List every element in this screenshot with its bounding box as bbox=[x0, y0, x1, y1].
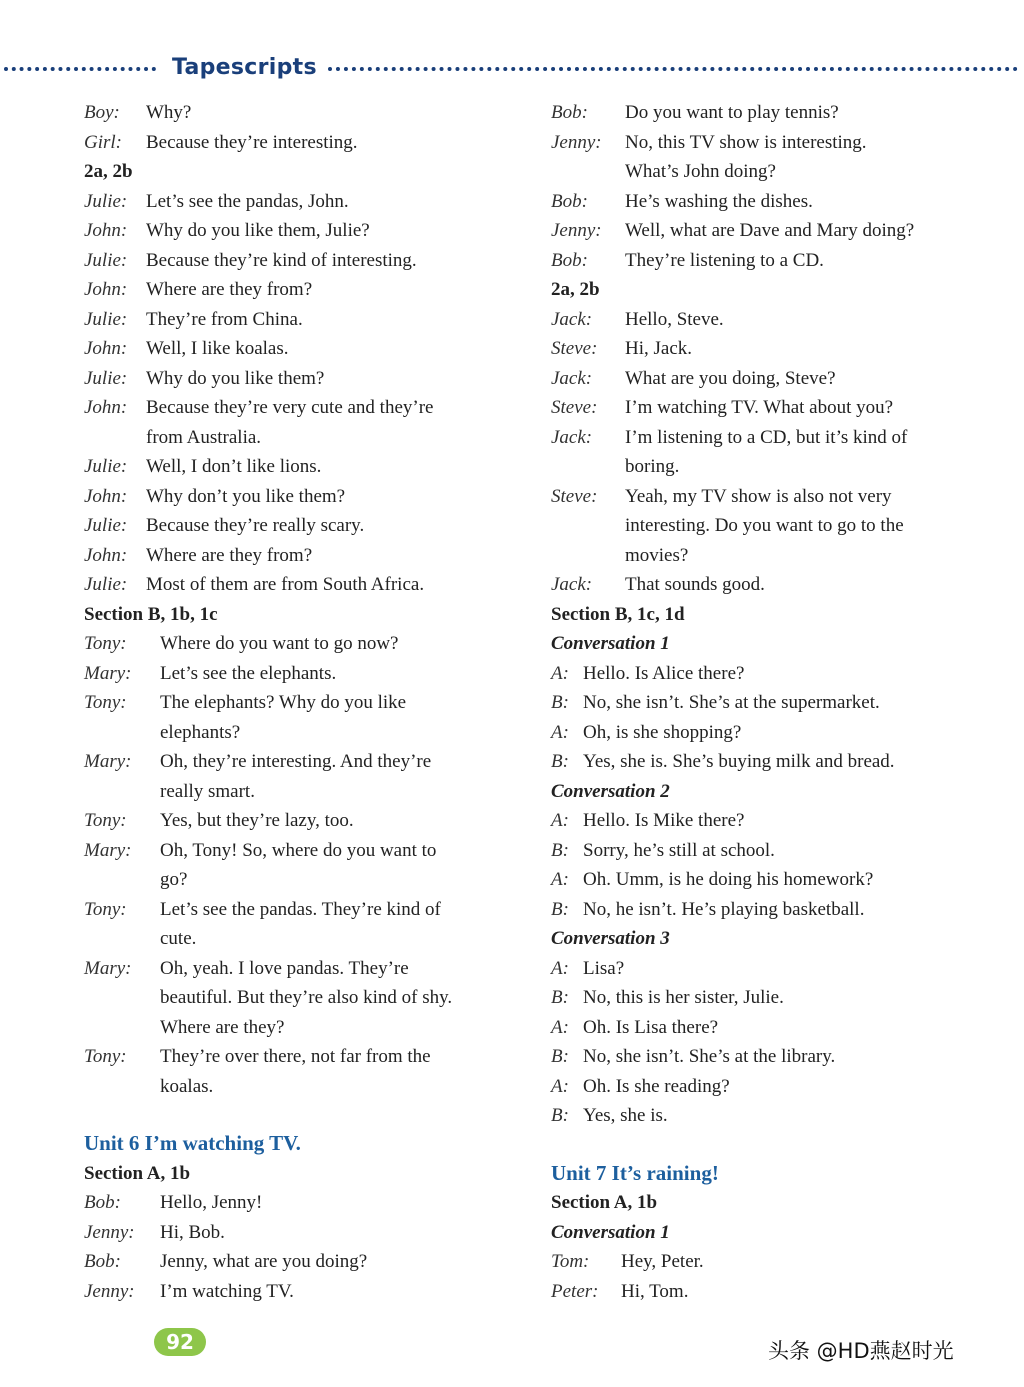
speaker-name: Jack: bbox=[551, 308, 593, 330]
speaker-name: Mary: bbox=[84, 751, 132, 772]
dialogue-text: Why do you like them, Julie? bbox=[146, 220, 370, 241]
dialogue-line bbox=[84, 334, 524, 364]
speaker-name: B: bbox=[551, 898, 569, 920]
speaker-name: A: bbox=[551, 1075, 569, 1097]
dialogue-line bbox=[84, 364, 524, 394]
dialogue-line bbox=[84, 659, 524, 689]
speaker-name: A: bbox=[551, 1016, 569, 1038]
speaker-name: John: bbox=[84, 220, 128, 241]
header-dots-right bbox=[328, 67, 1018, 71]
unit-title: Unit 6 I’m watching TV. bbox=[84, 1131, 301, 1155]
left-column bbox=[84, 98, 524, 1306]
dialogue-text: I’m watching TV. What about you? bbox=[625, 397, 894, 418]
dialogue-line bbox=[551, 747, 971, 777]
dialogue-text: Oh, they’re interesting. And they’re bbox=[160, 751, 432, 772]
dialogue-line bbox=[551, 216, 971, 246]
dialogue-text: really smart. bbox=[160, 780, 255, 802]
conversation-heading: Conversation 2 bbox=[551, 780, 670, 802]
dialogue-text: No, she isn’t. She’s at the supermarket. bbox=[583, 692, 880, 713]
speaker-name: Tony: bbox=[84, 633, 127, 654]
speaker-name: Julie: bbox=[84, 574, 128, 595]
dialogue-text: Because they’re kind of interesting. bbox=[146, 249, 417, 271]
page-header bbox=[0, 52, 1024, 84]
dialogue-line bbox=[551, 659, 971, 689]
right-column bbox=[551, 98, 971, 1306]
dialogue-text: Well, what are Dave and Mary doing? bbox=[625, 220, 915, 241]
speaker-name: John: bbox=[84, 338, 128, 359]
dialogue-text: Oh. Umm, is he doing his homework? bbox=[583, 869, 874, 890]
dialogue-continuation bbox=[84, 865, 524, 895]
speaker-name: B: bbox=[551, 987, 569, 1008]
speaker-name: Girl: bbox=[84, 131, 122, 153]
dialogue-line bbox=[551, 836, 971, 866]
dialogue-line bbox=[84, 1188, 524, 1218]
speaker-name: Tony: bbox=[84, 810, 127, 831]
dialogue-text: No, this TV show is interesting. bbox=[625, 131, 867, 153]
dialogue-line bbox=[84, 1218, 524, 1248]
dialogue-text: He’s washing the dishes. bbox=[625, 190, 813, 212]
dialogue-line bbox=[84, 1277, 524, 1307]
dialogue-line bbox=[84, 806, 524, 836]
dialogue-line bbox=[551, 1072, 971, 1102]
dialogue-text: Hi, Jack. bbox=[625, 338, 693, 359]
dialogue-text: beautiful. But they’re also kind of shy. bbox=[160, 987, 453, 1008]
dialogue-text: Hi, Bob. bbox=[160, 1221, 225, 1243]
dialogue-text: They’re from China. bbox=[146, 308, 303, 330]
conversation-heading: Conversation 1 bbox=[551, 633, 670, 654]
dialogue-text: They’re listening to a CD. bbox=[625, 249, 824, 271]
speaker-name: Mary: bbox=[84, 957, 132, 979]
dialogue-text: movies? bbox=[625, 544, 689, 566]
dialogue-text: Yes, she is. She’s buying milk and bread. bbox=[583, 751, 895, 772]
watermark: 头条 @HD燕赵时光 bbox=[768, 1339, 954, 1363]
dialogue-continuation bbox=[551, 541, 971, 571]
section-heading: Section A, 1b bbox=[551, 1192, 658, 1213]
dialogue-text: Because they’re really scary. bbox=[146, 515, 365, 536]
speaker-name: Boy: bbox=[84, 102, 120, 123]
speaker-name: Jenny: bbox=[84, 1280, 135, 1302]
dialogue-line bbox=[84, 1042, 524, 1072]
dialogue-line bbox=[84, 216, 524, 246]
speaker-name: Steve: bbox=[551, 338, 598, 359]
dialogue-text: No, this is her sister, Julie. bbox=[583, 987, 784, 1008]
dialogue-line bbox=[551, 1277, 971, 1307]
dialogue-continuation bbox=[84, 423, 524, 453]
dialogue-line bbox=[551, 865, 971, 895]
dialogue-line bbox=[84, 98, 524, 128]
dialogue-line bbox=[551, 954, 971, 984]
dialogue-line bbox=[84, 954, 524, 984]
speaker-name: Peter: bbox=[551, 1280, 599, 1302]
dialogue-continuation bbox=[551, 511, 971, 541]
speaker-name: B: bbox=[551, 1046, 569, 1067]
dialogue-text: Most of them are from South Africa. bbox=[146, 574, 425, 595]
dialogue-line bbox=[84, 629, 524, 659]
dialogue-text: Why do you like them? bbox=[146, 367, 325, 389]
dialogue-line bbox=[84, 482, 524, 512]
dialogue-line bbox=[84, 128, 524, 158]
speaker-name: Tom: bbox=[551, 1251, 590, 1272]
dialogue-continuation bbox=[84, 1072, 524, 1102]
dialogue-text: Well, I don’t like lions. bbox=[146, 456, 322, 477]
dialogue-line bbox=[551, 1101, 971, 1131]
dialogue-continuation bbox=[551, 157, 971, 187]
speaker-name: Julie: bbox=[84, 249, 128, 271]
speaker-name: Steve: bbox=[551, 485, 598, 507]
dialogue-line bbox=[551, 98, 971, 128]
speaker-name: B: bbox=[551, 1105, 569, 1126]
dialogue-continuation bbox=[84, 777, 524, 807]
unit-title: Unit 7 It’s raining! bbox=[551, 1160, 719, 1185]
dialogue-line bbox=[551, 128, 971, 158]
page-title: Tapescripts bbox=[172, 55, 317, 80]
speaker-name: Bob: bbox=[551, 102, 588, 123]
speaker-name: A: bbox=[551, 810, 569, 831]
dialogue-text: Yeah, my TV show is also not very bbox=[625, 485, 892, 507]
speaker-name: A: bbox=[551, 662, 569, 684]
dialogue-text: Hello. Is Mike there? bbox=[583, 810, 745, 831]
dialogue-continuation bbox=[84, 983, 524, 1013]
dialogue-text: Do you want to play tennis? bbox=[625, 102, 839, 123]
dialogue-line bbox=[84, 747, 524, 777]
speaker-name: John: bbox=[84, 485, 128, 507]
dialogue-text: Oh, is she shopping? bbox=[583, 721, 742, 743]
conversation-heading: Conversation 1 bbox=[551, 1221, 670, 1243]
section-heading: 2a, 2b bbox=[551, 279, 600, 300]
dialogue-text: Oh. Is she reading? bbox=[583, 1075, 730, 1097]
dialogue-line bbox=[84, 305, 524, 335]
dialogue-text: Oh, Tony! So, where do you want to bbox=[160, 839, 437, 861]
dialogue-line bbox=[551, 1013, 971, 1043]
speaker-name: Tony: bbox=[84, 692, 127, 713]
dialogue-line bbox=[84, 452, 524, 482]
dialogue-line bbox=[551, 334, 971, 364]
dialogue-text: Hello. Is Alice there? bbox=[583, 662, 745, 684]
dialogue-line bbox=[84, 836, 524, 866]
dialogue-text: Because they’re very cute and they’re bbox=[146, 397, 434, 418]
speaker-name: Julie: bbox=[84, 456, 128, 477]
dialogue-text: Yes, she is. bbox=[583, 1105, 668, 1126]
speaker-name: Jenny: bbox=[551, 131, 602, 153]
dialogue-text: Let’s see the pandas. They’re kind of bbox=[160, 898, 441, 920]
speaker-name: Bob: bbox=[551, 190, 588, 212]
dialogue-continuation bbox=[551, 452, 971, 482]
dialogue-text: from Australia. bbox=[146, 426, 262, 448]
dialogue-text: No, he isn’t. He’s playing basketball. bbox=[583, 898, 865, 920]
section-heading: Section B, 1b, 1c bbox=[84, 603, 218, 625]
speaker-name: Jack: bbox=[551, 426, 593, 448]
speaker-name: A: bbox=[551, 721, 569, 743]
dialogue-text: Hello, Steve. bbox=[625, 308, 724, 330]
page-number: 92 bbox=[154, 1328, 206, 1356]
dialogue-line bbox=[84, 541, 524, 571]
dialogue-text: Where are they from? bbox=[146, 279, 313, 300]
dialogue-line bbox=[551, 1247, 971, 1277]
dialogue-text: boring. bbox=[625, 456, 680, 477]
speaker-name: Jenny: bbox=[84, 1221, 135, 1243]
speaker-name: Jack: bbox=[551, 367, 593, 389]
dialogue-text: Because they’re interesting. bbox=[146, 131, 358, 153]
speaker-name: B: bbox=[551, 839, 569, 861]
dialogue-line bbox=[551, 983, 971, 1013]
dialogue-line bbox=[84, 275, 524, 305]
dialogue-line bbox=[84, 688, 524, 718]
dialogue-text: elephants? bbox=[160, 721, 241, 743]
dialogue-continuation bbox=[84, 1013, 524, 1043]
dialogue-text: Hello, Jenny! bbox=[160, 1192, 263, 1213]
speaker-name: B: bbox=[551, 692, 569, 713]
dialogue-line bbox=[551, 570, 971, 600]
dialogue-text: No, she isn’t. She’s at the library. bbox=[583, 1046, 836, 1067]
dialogue-text: Where are they? bbox=[160, 1016, 285, 1038]
dialogue-text: Hey, Peter. bbox=[621, 1251, 704, 1272]
speaker-name: John: bbox=[84, 544, 128, 566]
dialogue-line bbox=[84, 246, 524, 276]
dialogue-text: Why don’t you like them? bbox=[146, 485, 346, 507]
dialogue-continuation bbox=[84, 718, 524, 748]
dialogue-line bbox=[551, 1042, 971, 1072]
dialogue-text: Oh. Is Lisa there? bbox=[583, 1016, 719, 1038]
section-heading: 2a, 2b bbox=[84, 161, 133, 182]
dialogue-text: They’re over there, not far from the bbox=[160, 1046, 431, 1067]
dialogue-line bbox=[551, 305, 971, 335]
speaker-name: Julie: bbox=[84, 190, 128, 212]
speaker-name: Steve: bbox=[551, 397, 598, 418]
dialogue-text: Where are they from? bbox=[146, 544, 313, 566]
speaker-name: A: bbox=[551, 869, 569, 890]
speaker-name: Jack: bbox=[551, 574, 593, 595]
section-heading: Section B, 1c, 1d bbox=[551, 603, 685, 625]
speaker-name: Bob: bbox=[84, 1192, 121, 1213]
dialogue-line bbox=[84, 511, 524, 541]
dialogue-line bbox=[551, 393, 971, 423]
dialogue-text: go? bbox=[160, 869, 188, 890]
conversation-heading: Conversation 3 bbox=[551, 928, 670, 949]
dialogue-line bbox=[551, 718, 971, 748]
dialogue-text: Yes, but they’re lazy, too. bbox=[160, 810, 354, 831]
speaker-name: John: bbox=[84, 279, 128, 300]
speaker-name: Julie: bbox=[84, 515, 128, 536]
dialogue-text: Let’s see the pandas, John. bbox=[146, 190, 349, 212]
dialogue-line bbox=[551, 688, 971, 718]
dialogue-line bbox=[551, 423, 971, 453]
dialogue-text: Jenny, what are you doing? bbox=[160, 1251, 368, 1272]
dialogue-line bbox=[551, 806, 971, 836]
dialogue-text: Let’s see the elephants. bbox=[160, 662, 337, 684]
speaker-name: John: bbox=[84, 397, 128, 418]
dialogue-continuation bbox=[84, 924, 524, 954]
dialogue-line bbox=[551, 482, 971, 512]
dialogue-text: I’m listening to a CD, but it’s kind of bbox=[625, 426, 908, 448]
dialogue-line bbox=[84, 1247, 524, 1277]
dialogue-text: Where do you want to go now? bbox=[160, 633, 399, 654]
dialogue-text: Why? bbox=[146, 102, 192, 123]
speaker-name: Bob: bbox=[84, 1251, 121, 1272]
dialogue-text: interesting. Do you want to go to the bbox=[625, 515, 904, 536]
dialogue-text: What’s John doing? bbox=[625, 161, 776, 182]
speaker-name: Mary: bbox=[84, 662, 132, 684]
speaker-name: Bob: bbox=[551, 249, 588, 271]
dialogue-text: What are you doing, Steve? bbox=[625, 367, 836, 389]
dialogue-line bbox=[551, 246, 971, 276]
dialogue-line bbox=[84, 570, 524, 600]
dialogue-line bbox=[551, 364, 971, 394]
speaker-name: Jenny: bbox=[551, 220, 602, 241]
dialogue-line bbox=[84, 895, 524, 925]
dialogue-text: koalas. bbox=[160, 1075, 214, 1097]
dialogue-line bbox=[84, 393, 524, 423]
dialogue-text: cute. bbox=[160, 928, 197, 949]
speaker-name: A: bbox=[551, 957, 569, 979]
speaker-name: Julie: bbox=[84, 367, 128, 389]
dialogue-line bbox=[551, 187, 971, 217]
dialogue-text: Sorry, he’s still at school. bbox=[583, 839, 775, 861]
dialogue-line bbox=[84, 187, 524, 217]
speaker-name: B: bbox=[551, 751, 569, 772]
speaker-name: Tony: bbox=[84, 1046, 127, 1067]
dialogue-text: That sounds good. bbox=[625, 574, 765, 595]
speaker-name: Julie: bbox=[84, 308, 128, 330]
section-heading: Section A, 1b bbox=[84, 1162, 191, 1184]
dialogue-line bbox=[551, 895, 971, 925]
dialogue-text: Hi, Tom. bbox=[621, 1280, 689, 1302]
dialogue-text: Lisa? bbox=[583, 957, 625, 979]
dialogue-text: Oh, yeah. I love pandas. They’re bbox=[160, 957, 409, 979]
dialogue-text: I’m watching TV. bbox=[160, 1280, 294, 1302]
dialogue-text: Well, I like koalas. bbox=[146, 338, 289, 359]
speaker-name: Tony: bbox=[84, 898, 127, 920]
speaker-name: Mary: bbox=[84, 839, 132, 861]
header-dots-left bbox=[4, 67, 156, 71]
dialogue-text: The elephants? Why do you like bbox=[160, 692, 407, 713]
